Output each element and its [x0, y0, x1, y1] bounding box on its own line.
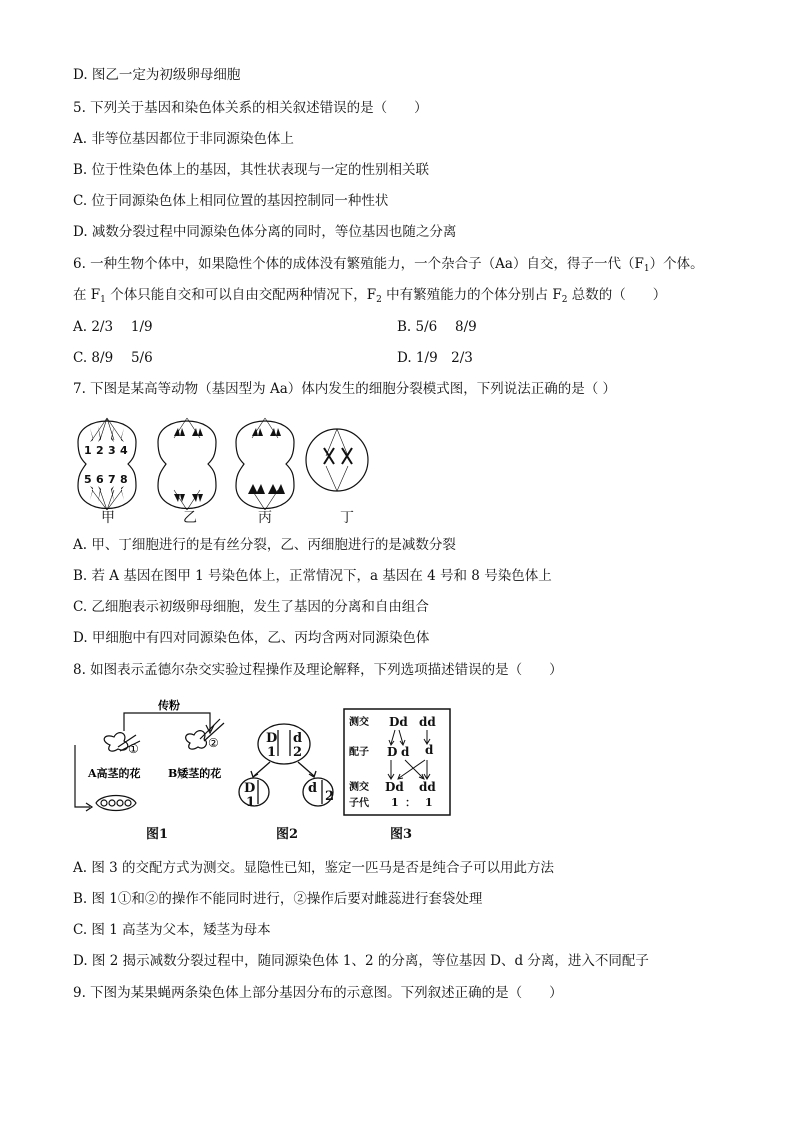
flower-b-label: B矮茎的花 — [168, 767, 222, 780]
cell-label-bing: 丙 — [258, 510, 272, 526]
cell-label-ding: 丁 — [340, 510, 354, 526]
chromosome-number: 1 — [84, 444, 92, 457]
ratio-value: 1 — [391, 796, 399, 809]
q7-option-a: A. 甲、丁细胞进行的是有丝分裂，乙、丙细胞进行的是减数分裂 — [73, 537, 456, 553]
gene-label: d — [308, 781, 318, 796]
step-mark-1: ① — [128, 742, 139, 756]
figure2-caption: 图2 — [276, 827, 299, 842]
cell-jia-outline — [78, 421, 136, 509]
q7-stem: 7. 下图是某高等动物（基因型为 Aa）体内发生的细胞分裂模式图，下列说法正确的是（ ） — [73, 381, 617, 397]
cell-yi-outline — [158, 421, 216, 509]
q6-option-b: B. 5/6 8/9 — [397, 319, 477, 335]
q6-text: 6. 一种生物个体中，如果隐性个体的成体没有繁殖能力，一个杂合子（Aa）自交，得子一代（F — [73, 256, 644, 272]
q6-option-c: C. 8/9 5/6 — [73, 350, 153, 366]
cell-label-jia: 甲 — [101, 510, 115, 526]
subscript: 1 — [643, 264, 650, 274]
q7-option-b: B. 若 A 基因在图甲 1 号染色体上，正常情况下，a 基因在 4 号和 8 号染色体上 — [73, 568, 552, 584]
flower-b-shape — [186, 731, 207, 749]
q7-option-d: D. 甲细胞中有四对同源染色体，乙、丙均含两对同源染色体 — [73, 630, 430, 646]
subscript: 2 — [561, 295, 568, 305]
gene-label: D — [266, 731, 278, 746]
row-label: 测交 — [349, 782, 369, 793]
genotype: Dd — [389, 715, 408, 729]
figure1-caption: 图1 — [146, 827, 169, 842]
q8-option-c: C. 图 1 高茎为父本，矮茎为母本 — [73, 922, 271, 938]
q6-option-d: D. 1/9 2/3 — [397, 350, 473, 366]
ratio-value: 1 — [425, 796, 433, 809]
genotype: dd — [419, 780, 436, 794]
q8-option-a: A. 图 3 的交配方式为测交。显隐性已知，鉴定一匹马是否是纯合子可以用此方法 — [73, 860, 555, 876]
chromosome-number: 8 — [120, 473, 128, 486]
cell-bing-outline — [236, 421, 294, 509]
chromosome-number: 7 — [108, 473, 116, 486]
flower-a-label: A高茎的花 — [88, 767, 141, 780]
q8-stem: 8. 如图表示孟德尔杂交实验过程操作及理论解释，下列选项描述错误的是（ ） — [73, 662, 563, 678]
genotype: Dd — [385, 780, 404, 794]
subscript: 2 — [376, 295, 382, 305]
q5-option-a: A. 非等位基因都位于非同源染色体上 — [73, 131, 294, 147]
figure3-testcross-diagram — [343, 708, 453, 818]
transfer-line — [124, 713, 210, 731]
cell-ding-outline — [306, 429, 368, 491]
pea-pod — [96, 796, 136, 811]
q6-text: 总数的（ ） — [567, 287, 667, 303]
chromosome-number: 2 — [325, 789, 335, 804]
gamete: d — [425, 743, 434, 757]
q9-stem: 9. 下图为某果蝇两条染色体上部分基因分布的示意图。下列叙述正确的是（ ） — [73, 985, 563, 1001]
subscript: 1 — [100, 295, 106, 305]
q5-option-c: C. 位于同源染色体上相同位置的基因控制同一种性状 — [73, 193, 389, 209]
step-mark-2: ② — [208, 736, 219, 750]
row-label: 测交 — [349, 717, 369, 728]
q6-text: 中有繁殖能力的个体分别占 F — [381, 287, 562, 303]
chromosome-number: 5 — [84, 473, 92, 486]
q8-option-b: B. 图 1①和②的操作不能同时进行，②操作后要对雌蕊进行套袋处理 — [73, 891, 483, 907]
q5-option-b: B. 位于性染色体上的基因，其性状表现与一定的性别相关联 — [73, 162, 430, 178]
gene-label: D — [244, 781, 256, 796]
q6-text: 个体只能自交和可以自由交配两种情况下，F — [105, 287, 377, 303]
figure3-caption: 图3 — [390, 827, 413, 842]
q6-stem-line2 — [73, 286, 666, 309]
q6-text: ）个体。 — [649, 256, 704, 272]
gene-label: d — [293, 731, 303, 746]
cell-label-yi: 乙 — [183, 510, 197, 526]
chromosome-number: 1 — [267, 745, 277, 760]
chromosome-number: 2 — [293, 745, 303, 760]
row-label: 子代 — [349, 798, 369, 809]
transfer-label: 传粉 — [158, 699, 180, 712]
q7-option-c: C. 乙细胞表示初级卵母细胞，发生了基因的分离和自由组合 — [73, 599, 429, 615]
chromosome-number: 6 — [96, 473, 104, 486]
chromosome-number: 2 — [96, 444, 104, 457]
figure1-cross-diagram — [70, 695, 240, 825]
ratio-colon: ： — [405, 796, 416, 809]
q6-option-a: A. 2/3 1/9 — [73, 319, 153, 335]
q5-stem: 5. 下列关于基因和染色体关系的相关叙述错误的是（ ） — [73, 100, 428, 116]
row-label: 配子 — [349, 747, 369, 758]
chromosome-number: 4 — [120, 444, 128, 457]
gamete: D — [387, 745, 398, 759]
figure2-meiosis-diagram — [236, 718, 346, 818]
genotype: dd — [419, 715, 436, 729]
q4-option-d: D. 图乙一定为初级卵母细胞 — [73, 67, 241, 83]
chromosome-number: 1 — [246, 795, 256, 810]
cell-division-figure — [70, 408, 370, 526]
q6-stem-line1 — [73, 255, 704, 278]
chromosome-number: 3 — [108, 444, 116, 457]
q8-option-d: D. 图 2 揭示减数分裂过程中，随同源染色体 1、2 的分离，等位基因 D、d 分离，进入不同配子 — [73, 953, 649, 969]
gamete: d — [401, 745, 410, 759]
q6-text: 在 F — [73, 287, 101, 303]
q5-option-d: D. 减数分裂过程中同源染色体分离的同时，等位基因也随之分离 — [73, 224, 457, 240]
